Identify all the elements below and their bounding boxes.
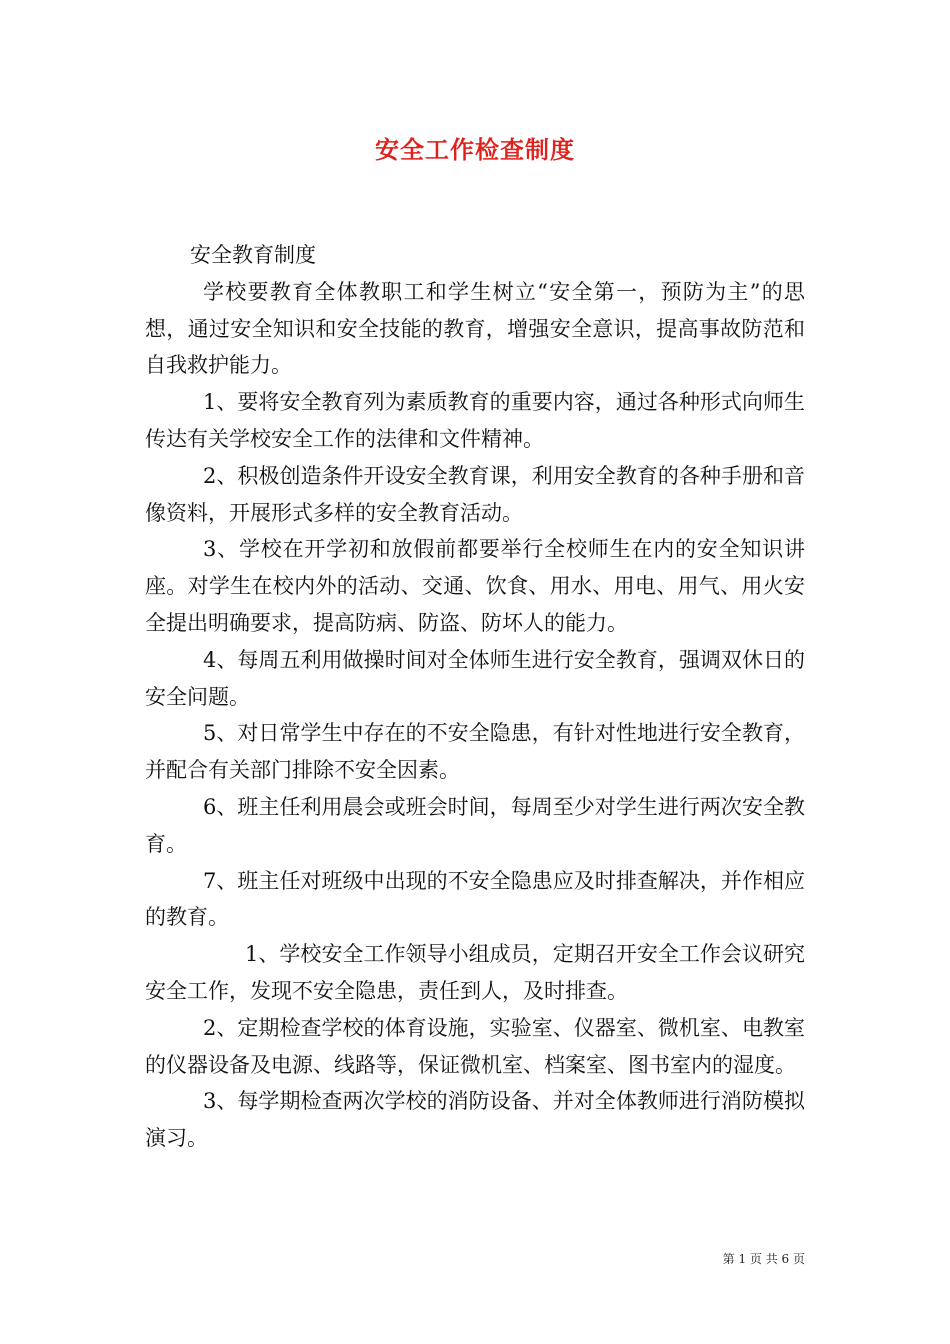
inspection-item-3: 3、每学期检查两次学校的消防设备、并对全体教师进行消防模拟演习。 bbox=[145, 1089, 805, 1151]
education-item-7: 7、班主任对班级中出现的不安全隐患应及时排查解决，并作相应的教育。 bbox=[145, 868, 805, 930]
section-heading: 安全教育制度 bbox=[190, 243, 316, 267]
education-item-2: 2、积极创造条件开设安全教育课，利用安全教育的各种手册和音像资料，开展形式多样的安全教育活动。 bbox=[145, 463, 805, 525]
education-item-1: 1、要将安全教育列为素质教育的重要内容，通过各种形式向师生传达有关学校安全工作的法律和文件精神。 bbox=[145, 390, 805, 451]
inspection-item-1: 1、学校安全工作领导小组成员，定期召开安全工作会议研究安全工作，发现不安全隐患，责任到人，及时排查。 bbox=[145, 942, 805, 1003]
education-item-6: 6、班主任利用晨会或班会时间，每周至少对学生进行两次安全教育。 bbox=[145, 794, 805, 856]
intro-paragraph: 学校要教育全体教职工和学生树立“安全第一，预防为主”的思想，通过安全知识和安全技能的教育，增强安全意识，提高事故防范和自我救护能力。 bbox=[145, 279, 805, 378]
document-body bbox=[145, 237, 805, 1157]
inspection-item-2: 2、定期检查学校的体育设施，实验室、仪器室、微机室、电教室的仪器设备及电源、线路等，保证微机室、档案室、图书室内的湿度。 bbox=[145, 1015, 805, 1077]
education-item-3: 3、学校在开学初和放假前都要举行全校师生在内的安全知识讲座。对学生在校内外的活动、交通、饮食、用水、用电、用气、用火安全提出明确要求，提高防病、防盗、防坏人的能力。 bbox=[145, 537, 805, 635]
education-item-4: 4、每周五利用做操时间对全体师生进行安全教育，强调双休日的安全问题。 bbox=[145, 647, 805, 709]
education-item-5: 5、对日常学生中存在的不安全隐患，有针对性地进行安全教育，并配合有关部门排除不安全因素。 bbox=[145, 721, 805, 783]
document-title: 安全工作检查制度 bbox=[375, 135, 575, 164]
page-number: 第 1 页 共 6 页 bbox=[722, 1252, 805, 1266]
